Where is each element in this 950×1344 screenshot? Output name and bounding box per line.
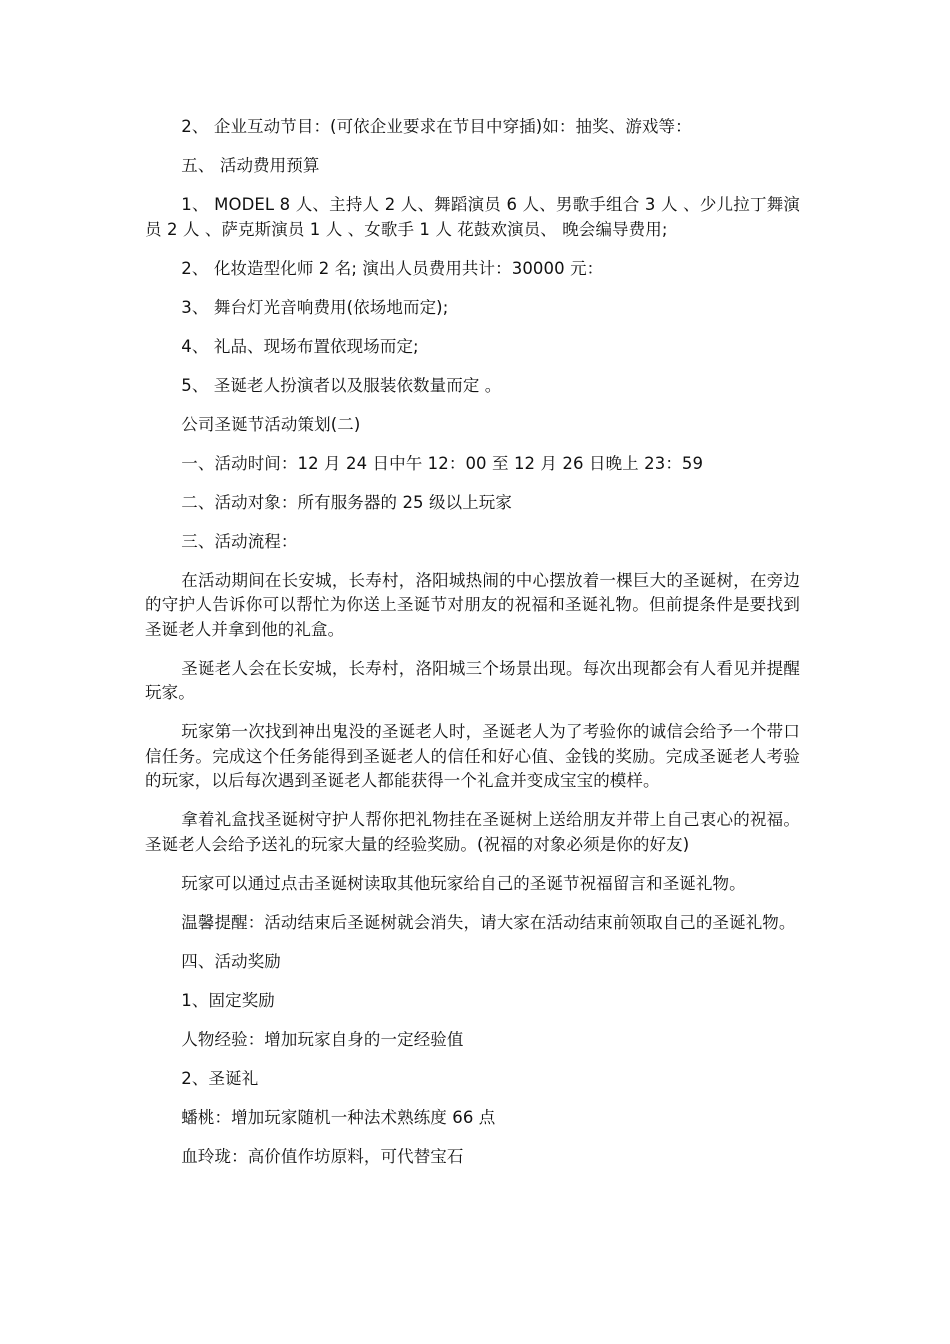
paragraph-performers: 1、 MODEL 8 人、主持人 2 人、舞蹈演员 6 人、男歌手组合 3 人 、少儿拉丁舞演员 2 人 、萨克斯演员 1 人 、女歌手 1 人 花鼓欢演员、 晚会编导费用; xyxy=(145,195,800,239)
paragraph-enterprise-interactive: 2、 企业互动节目：(可依企业要求在节目中穿插)如：抽奖、游戏等： xyxy=(181,117,692,136)
paragraph-peach: 蟠桃：增加玩家随机一种法术熟练度 66 点 xyxy=(181,1107,496,1127)
paragraph-christmas-tree: 在活动期间在长安城，长寿村，洛阳城热闹的中心摆放着一棵巨大的圣诞树，在旁边的守护人告诉你可以帮忙为你送上圣诞节对朋友的祝福和圣诞礼物。但前提条件是要找到圣诞老人并拿到他的礼盒。 xyxy=(145,570,800,639)
paragraph-reminder: 温馨提醒：活动结束后圣诞树就会消失，请大家在活动结束前领取自己的圣诞礼物。 xyxy=(181,912,796,932)
heading-rewards: 四、活动奖励 xyxy=(181,951,281,971)
paragraph-santa-appearance: 圣诞老人会在长安城，长寿村，洛阳城三个场景出现。每次出现都会有人看见并提醒玩家。 xyxy=(145,658,800,702)
paragraph-stage-lighting: 3、 舞台灯光音响费用(依场地而定); xyxy=(181,297,449,317)
paragraph-gifts-setup: 4、 礼品、现场布置依现场而定; xyxy=(181,336,419,356)
paragraph-activity-target: 二、活动对象：所有服务器的 25 级以上玩家 xyxy=(181,492,512,512)
paragraph-blood-linglong: 血玲珑：高价值作坊原料，可代替宝石 xyxy=(181,1146,464,1166)
paragraph-activity-time: 一、活动时间：12 月 24 日中午 12：00 至 12 月 26 日晚上 23：59 xyxy=(181,453,704,473)
paragraph-gift-box: 拿着礼盒找圣诞树守护人帮你把礼物挂在圣诞树上送给朋友并带上自己衷心的祝福。圣诞老人会给予送礼的玩家大量的经验奖励。(祝福的对象必须是你的好友) xyxy=(145,810,800,854)
paragraph-read-wishes: 玩家可以通过点击圣诞树读取其他玩家给自己的圣诞节祝福留言和圣诞礼物。 xyxy=(181,873,746,893)
heading-budget: 五、 活动费用预算 xyxy=(181,156,320,175)
section-title-plan-two: 公司圣诞节活动策划(二) xyxy=(181,414,361,434)
paragraph-santa-quest: 玩家第一次找到神出鬼没的圣诞老人时，圣诞老人为了考验你的诚信会给予一个带口信任务。完成这个任务能得到圣诞老人的信任和好心值、金钱的奖励。完成圣诞老人考验的玩家，以后每次遇到圣诞老人都能获得一个礼盒并变成宝宝的模样。 xyxy=(145,722,800,790)
paragraph-santa-actor: 5、 圣诞老人扮演者以及服装依数量而定 。 xyxy=(181,375,502,395)
heading-fixed-rewards: 1、固定奖励 xyxy=(181,990,275,1010)
document-body xyxy=(145,115,800,1184)
paragraph-character-exp: 人物经验：增加玩家自身的一定经验值 xyxy=(181,1029,464,1049)
heading-christmas-gift: 2、圣诞礼 xyxy=(181,1068,259,1088)
heading-activity-process: 三、活动流程： xyxy=(181,531,298,551)
paragraph-makeup-cost: 2、 化妆造型化师 2 名; 演出人员费用共计：30000 元： xyxy=(181,258,604,278)
